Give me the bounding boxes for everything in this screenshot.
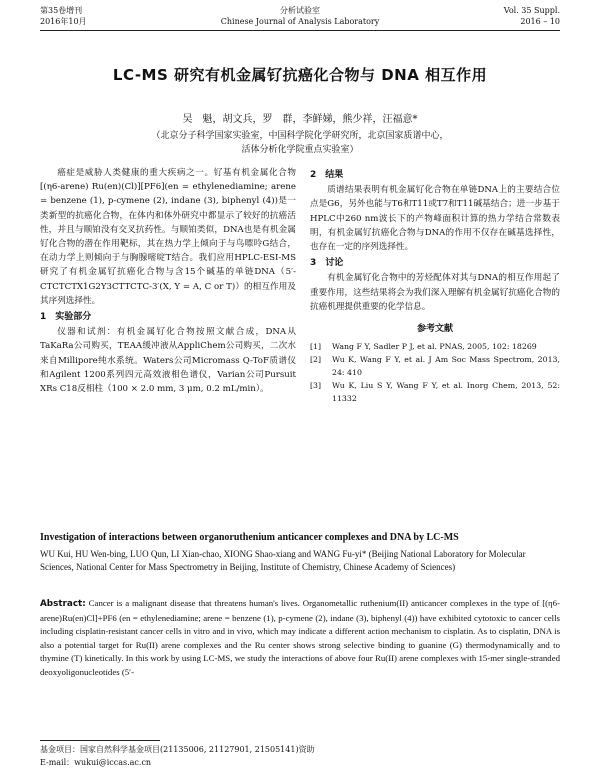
reference-number: [2] — [310, 355, 322, 365]
footnote-rule — [40, 740, 160, 741]
section-discussion-heading: 3 讨论 — [310, 258, 344, 269]
right-column — [310, 166, 560, 405]
affiliation-line-2: 活体分析化学院重点实验室） — [241, 145, 359, 155]
header-journal-en: Chinese Journal of Analysis Laboratory — [220, 17, 380, 26]
author-list: 吴 魁，胡文兵，罗 群，李鲜娣，熊少祥，汪福意* — [182, 114, 418, 125]
reference-text: Wang F Y, Sadler P J, et al. PNAS, 2005, 102: 18269 — [332, 342, 537, 352]
abstract-label: Abstract: — [40, 599, 86, 609]
results-paragraph: 质谱结果表明有机金属钌化合物在单链DNA上的主要结合位点是G6，另外也能与T6和T11或T7和T11碱基结合；进一步基于HPLC中260 nm波长下的产物峰面积计算的热力学结合常数表明，有机金属钌抗癌化合物与DNA的作用不仅存在碱基选择性，也存在一定的序列选择性。 — [310, 185, 560, 253]
left-column — [40, 166, 296, 396]
email-note: E-mail：wukui@iccas.ac.cn — [40, 758, 152, 767]
intro-paragraph: 癌症是威胁人类健康的重大疾病之一。钌基有机金属化合物[(η6-arene) Ru(en)(Cl)][PF6](en = ethylenediamine; arene = benzene (1), p-cymene (2), indane (3), biphenyl (4))是一类新型的抗癌化合物，在体内和体外研究中都显示了较好的抗癌活性，并且与顺铂没有交叉抗药性。与顺铂类似，DNA也是有机金属钌化合物的潜在作用靶标，其在热力学上倾向于与鸟嘌呤G结合，在动力学上则倾向于与胸腺嘧啶T结合。我们应用HPLC-ESI-MS研究了有机金属钌抗癌化合物与含15个碱基的单链DNA（5′-CTCTCTX1G2Y3CTTCTC-3′(X, Y = A, C or T)）的相互作用及其序列选择性。 — [40, 168, 296, 306]
section-results-heading: 2 结果 — [310, 170, 344, 180]
experimental-paragraph: 仪器和试剂：有机金属钌化合物按照文献合成，DNA从TaKaRa公司购买，TEAA缓冲液从AppliChem公司购买，二次水来自Millipore纯水系统。Waters公司Micromass Q-ToF质谱仪和Agilent 1200系列四元高效液相色谱仪，Varian公司Pursuit XRs C18反相柱（100 × 2.0 mm, 3 μm, 0.2 mL/min）。 — [40, 327, 296, 395]
discussion-paragraph: 有机金属钌化合物中的芳烃配体对其与DNA的相互作用起了重要作用，这些结果将会为我们深入理解有机金属钌抗癌化合物的抗癌机理提供重要的化学信息。 — [310, 273, 560, 312]
article-title: LC-MS 研究有机金属钌抗癌化合物与 DNA 相互作用 — [112, 66, 488, 84]
reference-item — [310, 353, 560, 379]
header-date-en: 2016 – 10 — [520, 17, 560, 26]
english-title: Investigation of interactions between organoruthenium anticancer complexes and DNA by LC-MS — [40, 532, 459, 543]
header-rule — [40, 30, 560, 31]
reference-number: [1] — [310, 342, 322, 352]
section-experimental-heading: 1 实验部分 — [40, 312, 92, 323]
affiliation-line-1: （北京分子科学国家实验室，中国科学院化学研究所，北京国家质谱中心， — [151, 131, 449, 141]
english-authors: WU Kui, HU Wen-bing, LUO Qun, LI Xian-chao, XIONG Shao-xiang and WANG Fu-yi* (Beijing National Laboratory for Molecular Sciences, National Center for Mass Spectrometry in Beijing, Institute of Chemistry, Chinese Academy of Sciences) — [40, 549, 526, 572]
reference-text: Wu K, Liu S Y, Wang F Y, et al. Inorg Chem, 2013, 52: 11332 — [332, 381, 560, 404]
abstract-text: Cancer is a malignant disease that threatens human's lives. Organometallic ruthenium(II) anticancer complexes in the type of [(η6-arene)Ru(en)Cl]+PF6 (en = ethylenediamine; arene = benzene (1), p-cymene (2), indane (3), biphenyl (4)) have exhibited cytotoxic to cancer cells including cisplatin-resistant cancer cells in vitro and in vivo, which may indicate a different action mechanism to cisplatin. As to cisplatin, DNA is also a potential target for Ru(II) arene complexes and the Ru center shows strong selective binding to guanine (G) thermodynamically and to thymine (T) kinetically. In this work by using LC-MS, we study the interactions of above four Ru(II) arene complexes with 15-mer single-stranded deoxyoligonucleotides (5′- — [40, 598, 560, 677]
english-abstract — [40, 597, 560, 680]
reference-number: [3] — [310, 381, 322, 391]
header-journal-cn: 分析试验室 — [280, 6, 320, 15]
reference-item — [310, 340, 560, 353]
reference-text: Wu K, Wang F Y, et al. J Am Soc Mass Spectrom, 2013, 24: 410 — [332, 355, 560, 378]
header-date-cn: 2016年10月 — [40, 17, 87, 26]
header-volume-cn: 第35卷增刊 — [40, 6, 83, 15]
fund-note: 基金项目：国家自然科学基金项目(21135006, 21127901, 21505141)资助 — [40, 745, 315, 754]
references-heading: 参考文献 — [416, 324, 453, 335]
header-volume-en: Vol. 35 Suppl. — [503, 6, 560, 15]
reference-item — [310, 379, 560, 405]
